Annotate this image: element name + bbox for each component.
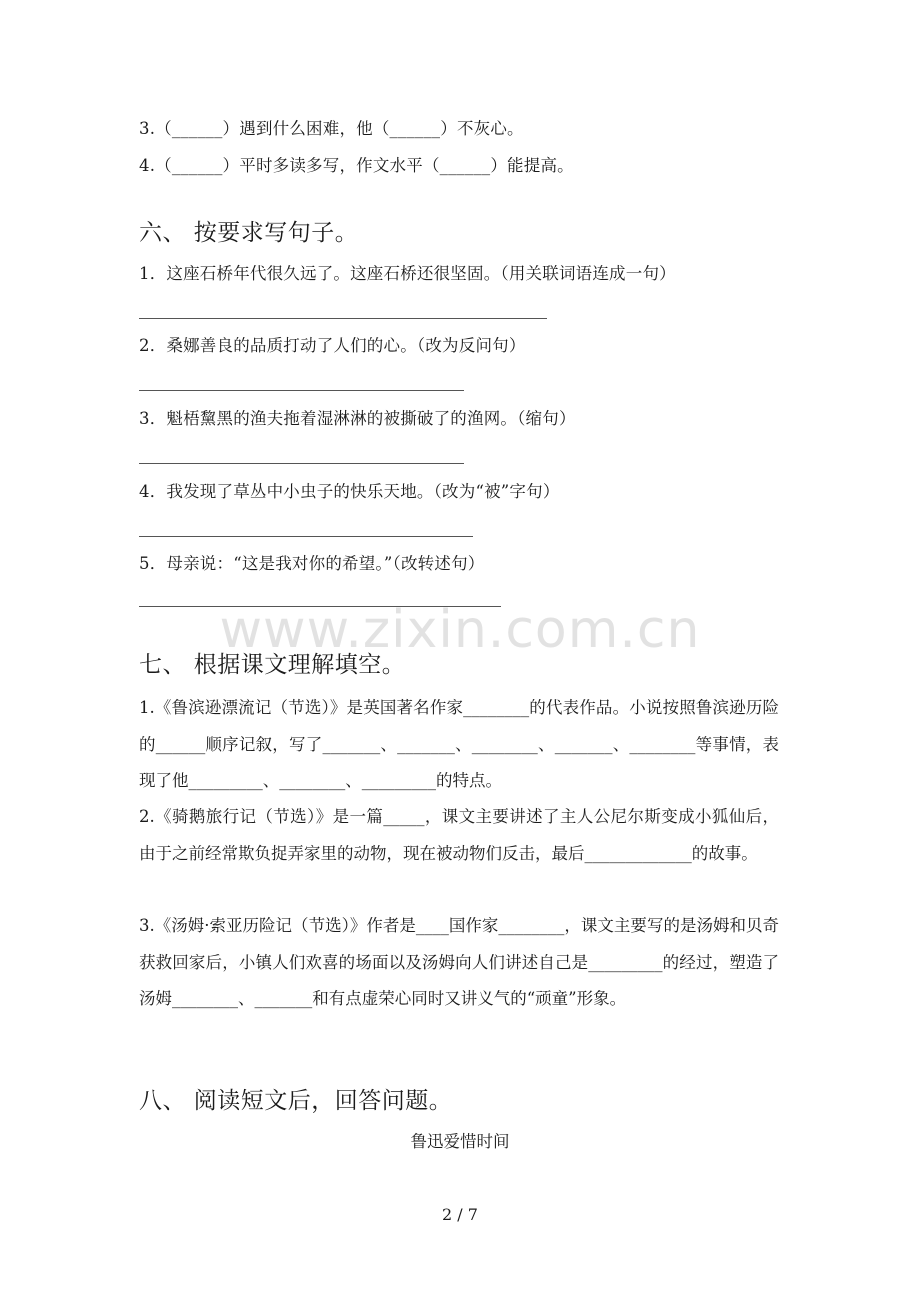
section-6-item-3: 3．魁梧黧黑的渔夫拖着湿淋淋的被撕破了的渔网。（缩句） — [139, 409, 576, 428]
section-7-item-3: 3.《汤姆·索亚历险记（节选）》作者是____国作家________，课文主要写的是汤姆和贝奇获救回家后，小镇人们欢喜的场面以及汤姆向人们讲述自己是_________的经过，塑造了汤姆________、_______和有点虚荣心同时又讲义气的“顽童”形象。 — [139, 916, 779, 1008]
watermark: www.zixin.com.cn — [219, 600, 701, 660]
section-7-item-2: 2.《骑鹅旅行记（节选）》是一篇_____，课文主要讲述了主人公尼尔斯变成小狐仙后，由于之前经常欺负捉弄家里的动物，现在被动物们反击，最后_____________的故事。 — [139, 807, 779, 863]
section-7-item-1: 1.《鲁滨逊漂流记（节选）》是英国著名作家________的代表作品。小说按照鲁滨逊历险的______顺序记叙，写了_______、_______、________、_______、________等事情，表现了他_________、________、_________的特点。 — [139, 698, 780, 790]
passage-title: 鲁迅爱惜时间 — [410, 1132, 510, 1151]
section-6-item-2: 2．桑娜善良的品质打动了人们的心。（改为反问句） — [139, 336, 526, 355]
answer-line-5[interactable] — [139, 606, 501, 607]
section-6-item-4: 4．我发现了草丛中小虫子的快乐天地。（改为“被”字句） — [139, 482, 560, 501]
continuation-item-3: 3.（______）遇到什么困难，他（______）不灰心。 — [139, 119, 524, 138]
answer-line-1[interactable] — [139, 318, 547, 319]
continuation-item-4: 4.（______）平时多读多写，作文水平（______）能提高。 — [139, 156, 574, 175]
section-6-heading: 六、 按要求写句子。 — [139, 220, 359, 246]
section-7-heading: 七、 根据课文理解填空。 — [139, 652, 406, 678]
answer-line-4[interactable] — [139, 536, 473, 537]
section-6-item-1: 1．这座石桥年代很久远了。这座石桥还很坚固。（用关联词语连成一句） — [139, 264, 676, 283]
page-number: 2 / 7 — [442, 1205, 478, 1224]
section-8-heading: 八、 阅读短文后，回答问题。 — [139, 1088, 453, 1114]
answer-line-3[interactable] — [139, 463, 464, 464]
answer-line-2[interactable] — [139, 390, 464, 391]
section-6-item-5: 5．母亲说：“这是我对你的希望。”（改转述句） — [139, 554, 485, 573]
